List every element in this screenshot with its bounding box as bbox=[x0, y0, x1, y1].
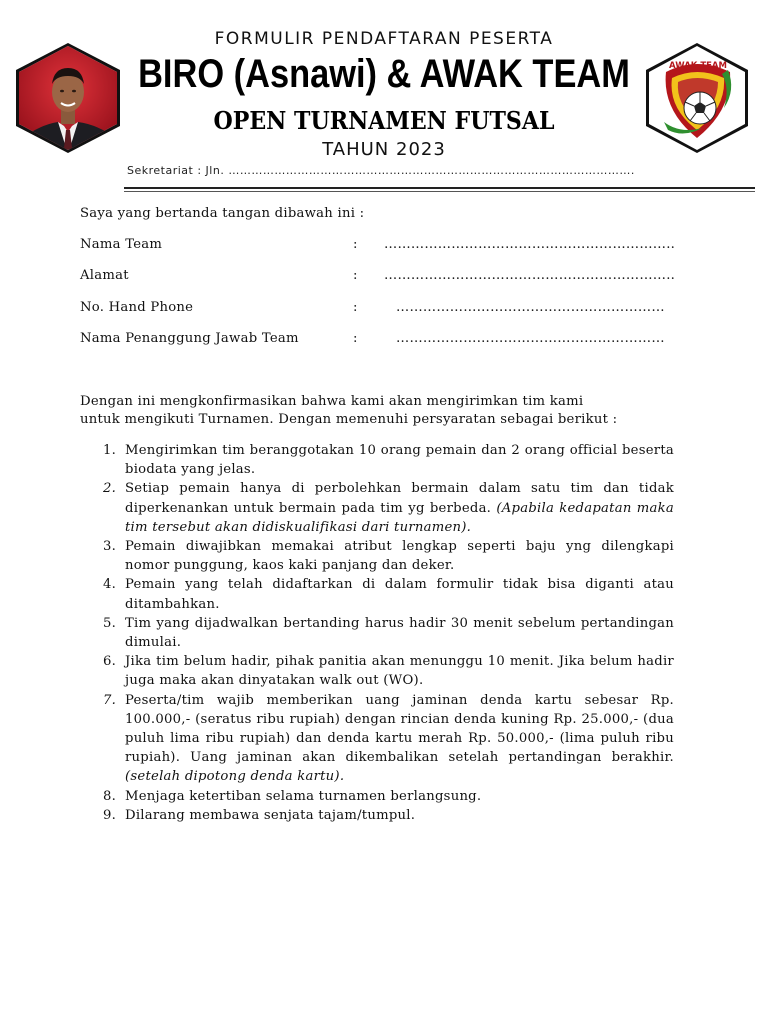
field-label-responsible: Nama Penanggung Jawab Team bbox=[80, 331, 299, 346]
rule-item: 5. Tim yang dijadwalkan bertanding harus hadir 30 menit sebelum pertandingan dimulai. bbox=[103, 615, 674, 651]
field-blank-phone: …………………………………………………… bbox=[396, 300, 665, 315]
rule-item: 6. Jika tim belum hadir, pihak panitia akan menunggu 10 menit. Jika belum hadir juga maka akan dinyatakan walk out (WO). bbox=[103, 654, 674, 689]
rule-item: 9. Dilarang membawa senjata tajam/tumpul. bbox=[103, 807, 416, 823]
confirmation-line-1: Dengan ini mengkonfirmasikan bahwa kami akan mengirimkan tim kami bbox=[80, 394, 584, 409]
rule-item: 4. Pemain yang telah didaftarkan di dalam formulir tidak bisa diganti atau ditambahkan. bbox=[103, 577, 674, 612]
organizer-title: BIRO (Asnawi) & AWAK TEAM bbox=[138, 52, 630, 96]
logo-text: AWAK TEAM bbox=[669, 61, 727, 71]
rule-item: 2. Setiap pemain hanya di perbolehkan bermain dalam satu tim dan tidak diperkenankan untuk bermain pada tim yg berbeda. (Apabila kedapatan maka tim tersebut akan didiskualifikasi dari turnamen). bbox=[103, 481, 674, 535]
field-blank-address: ……………………………………………………….. bbox=[384, 268, 676, 283]
field-label-team-name: Nama Team bbox=[80, 237, 163, 252]
field-colon: : bbox=[353, 300, 358, 315]
confirmation-line-2: untuk mengikuti Turnamen. Dengan memenuhi persyaratan sebagai berikut : bbox=[80, 412, 618, 427]
field-label-phone: No. Hand Phone bbox=[80, 300, 194, 315]
secretariat-address: Sekretariat : Jln. ……………………………………………………………………………………………. bbox=[127, 164, 635, 177]
event-title: OPEN TURNAMEN FUTSAL bbox=[213, 106, 555, 135]
field-colon: : bbox=[353, 268, 358, 283]
rules-list bbox=[80, 441, 674, 825]
header-divider bbox=[124, 187, 755, 189]
intro-text: Saya yang bertanda tangan dibawah ini : bbox=[80, 206, 365, 221]
rule-item: 1. Mengirimkan tim beranggotakan 10 orang pemain dan 2 orang official beserta biodata yang jelas. bbox=[103, 443, 674, 478]
field-colon: : bbox=[353, 331, 358, 346]
rule-item: 3. Pemain diwajibkan memakai atribut lengkap seperti baju yng dilengkapi nomor punggung, kaos kaki panjang dan deker. bbox=[103, 539, 674, 574]
field-blank-team-name: ……………………………………………………….. bbox=[384, 237, 676, 252]
rule-item: 7. Peserta/tim wajib memberikan uang jaminan denda kartu sebesar Rp. 100.000,- (seratus ribu rupiah) dengan rincian denda kuning Rp. 25.000,- (dua puluh lima ribu rupiah) dan denda kartu merah Rp. 50.000,- (lima puluh ribu rupiah). Uang jaminan akan dikembalikan setelah pertandingan berakhir. (setelah dipotong denda kartu). bbox=[103, 692, 674, 785]
rule-item: 8. Menjaga ketertiban selama turnamen berlangsung. bbox=[103, 788, 482, 804]
field-label-address: Alamat bbox=[80, 268, 129, 283]
field-colon: : bbox=[353, 237, 358, 252]
field-blank-responsible: …………………………………………………… bbox=[396, 331, 665, 346]
form-title: FORMULIR PENDAFTARAN PESERTA bbox=[214, 29, 554, 49]
header-divider-thin bbox=[124, 191, 755, 192]
event-year: TAHUN 2023 bbox=[322, 139, 446, 160]
